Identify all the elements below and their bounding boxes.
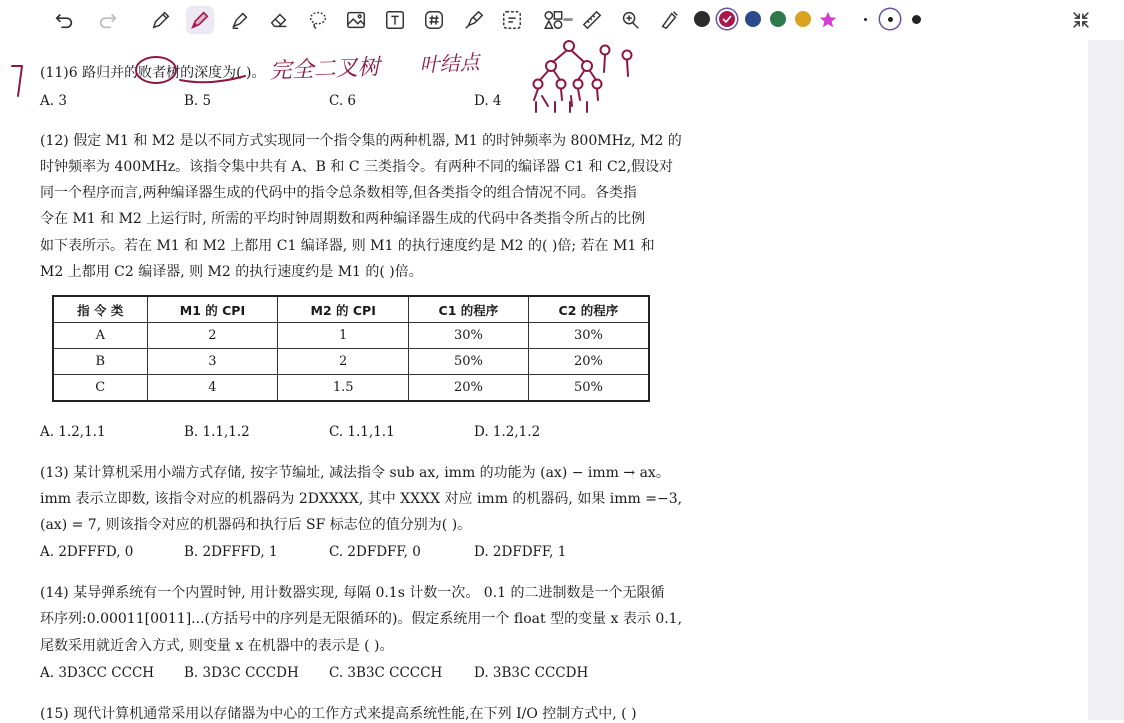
eraser-icon[interactable] xyxy=(265,6,293,34)
table-cell: C xyxy=(53,375,147,402)
q14-option-b: B. 3D3C CCCDH xyxy=(184,665,299,681)
q11-option-a: A. 3 xyxy=(40,93,67,109)
q13-option-d: D. 2DFDFF, 1 xyxy=(474,544,567,560)
table-cell: 1 xyxy=(278,323,409,349)
q13-option-a: A. 2DFFFD, 0 xyxy=(40,544,134,560)
marker-icon[interactable] xyxy=(460,6,488,34)
table-header: C1 的程序 xyxy=(409,296,529,323)
color-swatch-black[interactable] xyxy=(694,11,710,27)
q11-option-d: D. 4 xyxy=(474,93,502,109)
ink-note-complete-binary-tree: 完全二叉树 xyxy=(269,55,381,84)
table-cell: 50% xyxy=(409,349,529,375)
table-row xyxy=(53,323,649,349)
table-header: C2 的程序 xyxy=(528,296,649,323)
question-14-line-3: 尾数采用就近舍入方式, 则变量 x 在机器中的表示是 ( )。 xyxy=(40,638,394,654)
question-11: (11)6 路归并的败者树的深度为( )。 xyxy=(40,65,266,81)
table-header: 指 令 类 xyxy=(53,296,147,323)
q14-option-c: C. 3B3C CCCCH xyxy=(329,665,443,681)
hashtag-icon[interactable] xyxy=(420,6,448,34)
color-swatch-green[interactable] xyxy=(770,11,786,27)
q11-option-c: C. 6 xyxy=(329,93,357,109)
document-page xyxy=(0,40,1088,720)
zoom-icon[interactable] xyxy=(616,6,644,34)
q12-option-c: C. 1.1,1.1 xyxy=(329,424,395,440)
table-row xyxy=(53,349,649,375)
table-cell: 50% xyxy=(528,375,649,402)
ink-note-leaf-nodes: 叶结点 xyxy=(419,49,481,77)
toolbar xyxy=(0,0,1124,40)
lasso-icon[interactable] xyxy=(304,6,332,34)
question-12-line-5: 如下表所示。若在 M1 和 M2 上都用 C1 编译器, 则 M1 的执行速度约是 M2 的( )倍; 若在 M1 和 xyxy=(40,238,655,254)
table-cell: 30% xyxy=(409,323,529,349)
highlighter-icon[interactable] xyxy=(226,6,254,34)
question-12-line-1: (12) 假定 M1 和 M2 是以不同方式实现同一个指令集的两种机器, M1 的时钟频率为 800MHz, M2 的 xyxy=(40,133,682,149)
cpi-table xyxy=(52,295,650,402)
table-header: M2 的 CPI xyxy=(278,296,409,323)
q14-option-a: A. 3D3CC CCCH xyxy=(40,665,155,681)
fountain-pen-icon[interactable] xyxy=(186,6,214,34)
stroke-size-large[interactable] xyxy=(906,9,926,29)
shapes-icon[interactable] xyxy=(538,6,578,34)
q12-option-b: B. 1.1,1.2 xyxy=(184,424,250,440)
table-header-row xyxy=(53,296,649,323)
question-13-line-2: imm 表示立即数, 该指令对应的机器码为 2DXXXX, 其中 XXXX 对应 imm 的机器码, 如果 imm =−3, xyxy=(40,491,683,507)
table-cell: 20% xyxy=(528,349,649,375)
stroke-size-small[interactable] xyxy=(855,9,875,29)
stroke-size-medium[interactable] xyxy=(880,9,900,29)
question-13-line-3: (ax) = 7, 则该指令对应的机器码和执行后 SF 标志位的值分别为( )。 xyxy=(40,517,472,533)
question-12-line-3: 同一个程序而言,两种编译器生成的代码中的指令总条数相等,但各类指令的组合情况不同。各类指 xyxy=(40,185,637,201)
color-swatch-crimson[interactable] xyxy=(719,11,735,27)
q14-option-d: D. 3B3C CCCDH xyxy=(474,665,589,681)
collapse-icon[interactable] xyxy=(1067,6,1095,34)
q12-option-a: A. 1.2,1.1 xyxy=(40,424,106,440)
table-cell: 4 xyxy=(147,375,278,402)
star-icon[interactable] xyxy=(815,6,841,34)
question-12-line-4: 令在 M1 和 M2 上运行时, 所需的平均时钟周期数和两种编译器生成的代码中各类指令所占的比例 xyxy=(40,211,646,227)
table-cell: 2 xyxy=(147,323,278,349)
table-cell: 2 xyxy=(278,349,409,375)
pen-icon[interactable] xyxy=(147,6,175,34)
table-cell: A xyxy=(53,323,147,349)
table-cell: 30% xyxy=(528,323,649,349)
table-cell: B xyxy=(53,349,147,375)
textbox-icon[interactable] xyxy=(381,6,409,34)
laser-icon[interactable] xyxy=(655,6,683,34)
redo-icon[interactable] xyxy=(94,6,122,34)
question-12-line-2: 时钟频率为 400MHz。该指令集中共有 A、B 和 C 三类指令。有两种不同的编译器 C1 和 C2,假设对 xyxy=(40,159,674,175)
question-14-line-2: 环序列:0.00011[0011]...(方括号中的序列是无限循环的)。假定系统用一个 float 型的变量 x 表示 0.1, xyxy=(40,611,683,627)
color-swatch-blue[interactable] xyxy=(745,11,761,27)
table-row xyxy=(53,375,649,402)
undo-icon[interactable] xyxy=(50,6,78,34)
question-13-line-1: (13) 某计算机采用小端方式存储, 按字节编址, 减法指令 sub ax, imm 的功能为 (ax) − imm → ax。 xyxy=(40,465,670,481)
question-12-line-6: M2 上都用 C2 编译器, 则 M2 的执行速度约是 M1 的( )倍。 xyxy=(40,264,423,280)
ruler-icon[interactable] xyxy=(578,6,606,34)
table-cell: 20% xyxy=(409,375,529,402)
q11-option-b: B. 5 xyxy=(184,93,212,109)
scrollbar[interactable] xyxy=(1088,40,1124,720)
table-cell: 3 xyxy=(147,349,278,375)
image-icon[interactable] xyxy=(342,6,370,34)
q12-option-d: D. 1.2,1.2 xyxy=(474,424,541,440)
q13-option-b: B. 2DFFFD, 1 xyxy=(184,544,278,560)
question-14-line-1: (14) 某导弹系统有一个内置时钟, 用计数器实现, 每隔 0.1s 计数一次。 0.1 的二进制数是一个无限循 xyxy=(40,585,665,601)
table-cell: 1.5 xyxy=(278,375,409,402)
table-header: M1 的 CPI xyxy=(147,296,278,323)
color-swatch-yellow[interactable] xyxy=(795,11,811,27)
question-15-line-1: (15) 现代计算机通常采用以存储器为中心的工作方式来提高系统性能,在下列 I/O 控制方式中, ( ) xyxy=(40,706,637,722)
selection-icon[interactable] xyxy=(498,6,526,34)
q13-option-c: C. 2DFDFF, 0 xyxy=(329,544,421,560)
check-icon xyxy=(719,11,735,27)
